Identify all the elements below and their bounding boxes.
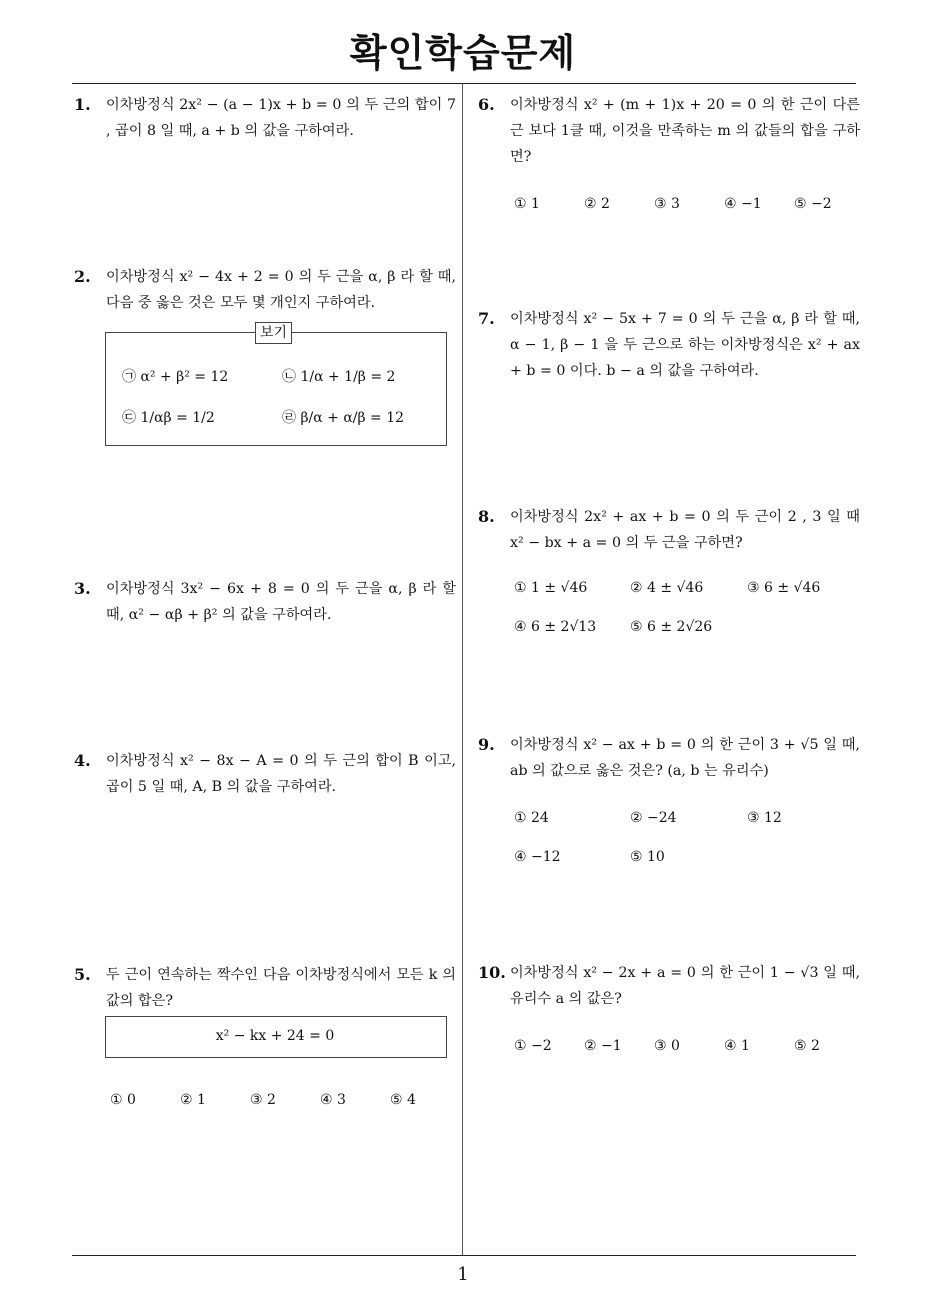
problem-text: 이차방정식 x² − 8x − A = 0 의 두 근의 합이 B 이고, 곱이 5 일 때, A, B 의 값을 구하여라.: [106, 753, 456, 795]
header-rule: [72, 83, 856, 84]
choice-4: ④ 3: [320, 1092, 346, 1108]
choice-5: ⑤ 10: [630, 849, 665, 865]
choice-3: ③ 3: [654, 196, 680, 212]
example-item: ㉣ β/α + α/β = 12: [282, 410, 405, 426]
problem-text: 이차방정식 x² − 5x + 7 = 0 의 두 근을 α, β 라 할 때, α − 1, β − 1 을 두 근으로 하는 이차방정식은 x² + ax + b = 0 이다. b − a 의 값을 구하여라.: [510, 311, 860, 379]
choice-3: ③ 12: [747, 810, 782, 826]
choice-1: ① 0: [110, 1092, 136, 1108]
problem-4: [74, 748, 456, 800]
problem-number: 2.: [74, 267, 91, 286]
choice-4: ④ 1: [724, 1038, 750, 1054]
problem-number: 8.: [478, 507, 495, 526]
problem-number: 10.: [478, 963, 506, 982]
problem-text: 이차방정식 2x² + ax + b = 0 의 두 근이 2 , 3 일 때 x² − bx + a = 0 의 두 근을 구하면?: [510, 509, 860, 551]
choice-2: ② 2: [584, 196, 610, 212]
problem-1: [74, 92, 456, 144]
problem-10: [478, 960, 860, 1012]
choice-1: ① 1 ± √46: [514, 580, 588, 596]
problem-text: 두 근이 연속하는 짝수인 다음 이차방정식에서 모든 k 의 값의 합은?: [106, 967, 456, 1009]
problem-8: [478, 504, 860, 556]
problem-text: 이차방정식 x² + (m + 1)x + 20 = 0 의 한 근이 다른 근 보다 1클 때, 이것을 만족하는 m 의 값들의 합을 구하면?: [510, 97, 860, 165]
problem-number: 1.: [74, 95, 91, 114]
page-title: 확인학습문제: [349, 31, 577, 75]
problem-5: [74, 962, 456, 1014]
problem-text: 이차방정식 x² − ax + b = 0 의 한 근이 3 + √5 일 때, ab 의 값으로 옳은 것은? (a, b 는 유리수): [510, 737, 860, 779]
problem-6: [478, 92, 860, 170]
footer-rule: [72, 1255, 856, 1256]
equation: x² − kx + 24 = 0: [215, 1028, 335, 1044]
choice-3: ③ 2: [250, 1092, 276, 1108]
choice-2: ② −24: [630, 810, 677, 826]
problem-9: [478, 732, 860, 784]
choice-5: ⑤ −2: [794, 196, 832, 212]
choice-4: ④ −1: [724, 196, 762, 212]
problem-number: 3.: [74, 579, 91, 598]
choice-4: ④ −12: [514, 849, 561, 865]
problem-2: [74, 264, 456, 316]
problem-number: 7.: [478, 309, 495, 328]
choice-2: ② 4 ± √46: [630, 580, 704, 596]
problem-number: 6.: [478, 95, 495, 114]
example-item: ㉡ 1/α + 1/β = 2: [282, 369, 396, 385]
column-divider: [462, 84, 463, 1256]
problem-7: [478, 306, 860, 384]
problem-text: 이차방정식 x² − 2x + a = 0 의 한 근이 1 − √3 일 때, 유리수 a 의 값은?: [510, 965, 860, 1007]
choice-1: ① 24: [514, 810, 549, 826]
problem-number: 4.: [74, 751, 91, 770]
example-box-label: 보기: [255, 322, 292, 344]
page-number: 1: [457, 1264, 469, 1285]
problem-text: 이차방정식 3x² − 6x + 8 = 0 의 두 근을 α, β 라 할 때, α² − αβ + β² 의 값을 구하여라.: [106, 581, 456, 623]
choice-3: ③ 6 ± √46: [747, 580, 821, 596]
problem-number: 5.: [74, 965, 91, 984]
choice-5: ⑤ 2: [794, 1038, 820, 1054]
problem-3: [74, 576, 456, 628]
problem-text: 이차방정식 x² − 4x + 2 = 0 의 두 근을 α, β 라 할 때, 다음 중 옳은 것은 모두 몇 개인지 구하여라.: [106, 269, 456, 311]
problem-number: 9.: [478, 735, 495, 754]
example-box: [105, 332, 447, 446]
choice-2: ② −1: [584, 1038, 622, 1054]
choice-4: ④ 6 ± 2√13: [514, 619, 597, 635]
choice-3: ③ 0: [654, 1038, 680, 1054]
choice-5: ⑤ 6 ± 2√26: [630, 619, 713, 635]
problem-text: 이차방정식 2x² − (a − 1)x + b = 0 의 두 근의 합이 7 , 곱이 8 일 때, a + b 의 값을 구하여라.: [106, 97, 456, 139]
choice-1: ① −2: [514, 1038, 552, 1054]
choice-1: ① 1: [514, 196, 540, 212]
example-item: ㉠ α² + β² = 12: [122, 369, 229, 385]
choice-5: ⑤ 4: [390, 1092, 416, 1108]
example-item: ㉢ 1/αβ = 1/2: [122, 410, 215, 426]
choice-2: ② 1: [180, 1092, 206, 1108]
